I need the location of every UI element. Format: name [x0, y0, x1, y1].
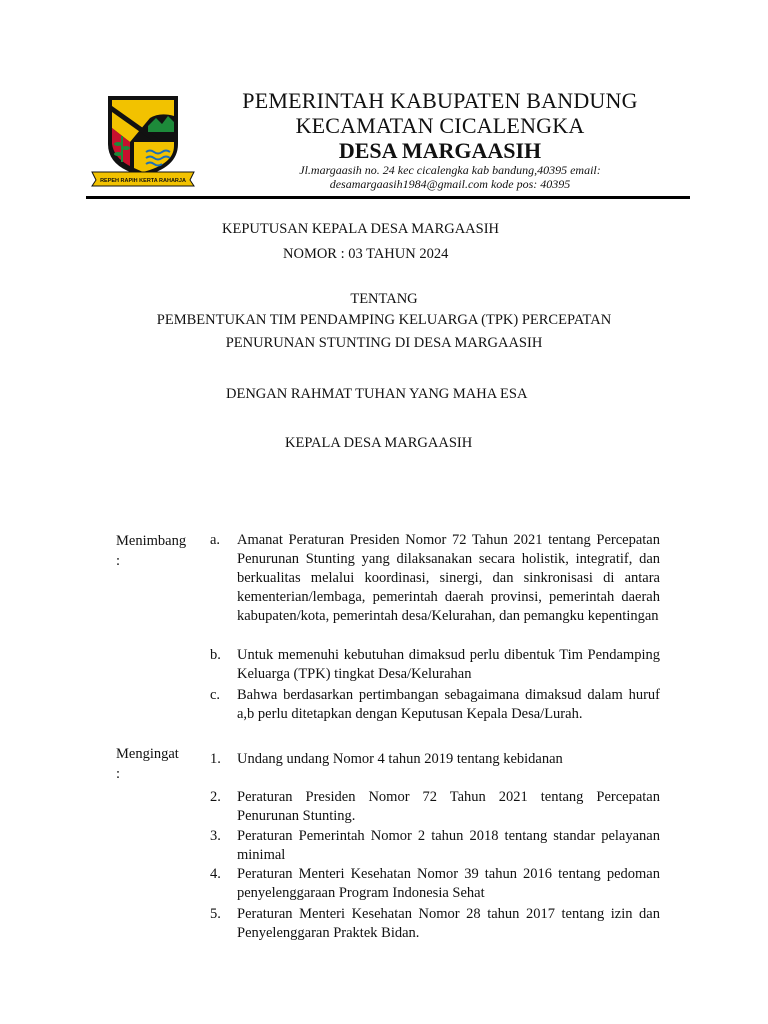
decision-title: KEPUTUSAN KEPALA DESA MARGAASIH [222, 221, 500, 237]
menimbang-label-text: Menimbang [116, 533, 187, 549]
item-text: Peraturan Pemerintah Nomor 2 tahun 2018 tentang standar pelayanan minimal [237, 828, 660, 863]
subject-line-1: PEMBENTUKAN TIM PENDAMPING KELUARGA (TPK) PERCEPATAN [156, 312, 612, 328]
item-marker: c. [210, 687, 221, 703]
mengingat-item-1 [210, 750, 660, 769]
mengingat-label-text: Mengingat [116, 746, 179, 762]
letterhead-address [260, 163, 640, 191]
menimbang-item-c [210, 686, 660, 724]
item-marker: 5. [210, 906, 221, 922]
letterhead-divider [86, 196, 690, 199]
address-line-2: desamargaasih1984@gmail.com kode pos: 40395 [329, 177, 571, 191]
menimbang-label [116, 531, 196, 571]
decision-number: NOMOR : 03 TAHUN 2024 [283, 246, 449, 262]
menimbang-item-b [210, 646, 660, 684]
logo-motto: REPEH RAPIH KERTA RAHARJA [100, 178, 186, 184]
mengingat-item-3 [210, 827, 660, 865]
item-text: Amanat Peraturan Presiden Nomor 72 Tahun 2021 tentang Percepatan Penurunan Stunting yang dilaksanakan secara holistik, integratif, dan berkualitas melalui koordinasi, sinergi, dan sinkronisasi di antara kementerian/lembaga, pemerintah daerah provinsi, pemerintah daerah kabupaten/kota, pemerintah desa/Kelurahan, dan pemangku kepentingan [237, 532, 660, 624]
address-line-1: Jl.margaasih no. 24 kec cicalengka kab bandung,40395 email: [299, 163, 601, 177]
letterhead-village: DESA MARGAASIH [338, 138, 542, 163]
item-text: Peraturan Menteri Kesehatan Nomor 28 tahun 2017 tentang izin dan Penyelenggaran Praktek Bidan. [237, 906, 660, 941]
item-marker: 3. [210, 828, 221, 844]
about-heading: TENTANG [350, 291, 418, 307]
item-text: Peraturan Presiden Nomor 72 Tahun 2021 tentang Percepatan Penurunan Stunting. [237, 789, 660, 824]
subject-line-2: PENURUNAN STUNTING DI DESA MARGAASIH [225, 335, 543, 351]
menimbang-colon: : [116, 553, 121, 569]
issuer-line: KEPALA DESA MARGAASIH [285, 435, 473, 451]
mengingat-label [116, 744, 196, 784]
item-marker: 2. [210, 789, 221, 805]
letterhead-district: KECAMATAN CICALENGKA [295, 113, 585, 138]
item-text: Peraturan Menteri Kesehatan Nomor 39 tahun 2016 tentang pedoman penyelenggaraan Program Indonesia Sehat [237, 866, 660, 901]
coat-of-arms-logo [90, 92, 196, 188]
item-text: Bahwa berdasarkan pertimbangan sebagaimana dimaksud dalam huruf a,b perlu ditetapkan dengan Keputusan Kepala Desa/Lurah. [237, 687, 660, 722]
mengingat-item-2 [210, 788, 660, 826]
mengingat-item-5 [210, 905, 660, 943]
blessing-line: DENGAN RAHMAT TUHAN YANG MAHA ESA [226, 386, 528, 402]
mengingat-item-4 [210, 865, 660, 903]
menimbang-item-a [210, 531, 660, 626]
letterhead-government: PEMERINTAH KABUPATEN BANDUNG [242, 88, 638, 113]
coat-of-arms-icon [90, 92, 196, 188]
item-marker: b. [210, 647, 221, 663]
item-marker: 4. [210, 866, 221, 882]
item-marker: a. [210, 532, 221, 548]
item-text: Untuk memenuhi kebutuhan dimaksud perlu dibentuk Tim Pendamping Keluarga (TPK) tingkat Desa/Kelurahan [237, 647, 660, 682]
item-text: Undang undang Nomor 4 tahun 2019 tentang kebidanan [237, 751, 563, 767]
item-marker: 1. [210, 751, 221, 767]
mengingat-colon: : [116, 766, 121, 782]
